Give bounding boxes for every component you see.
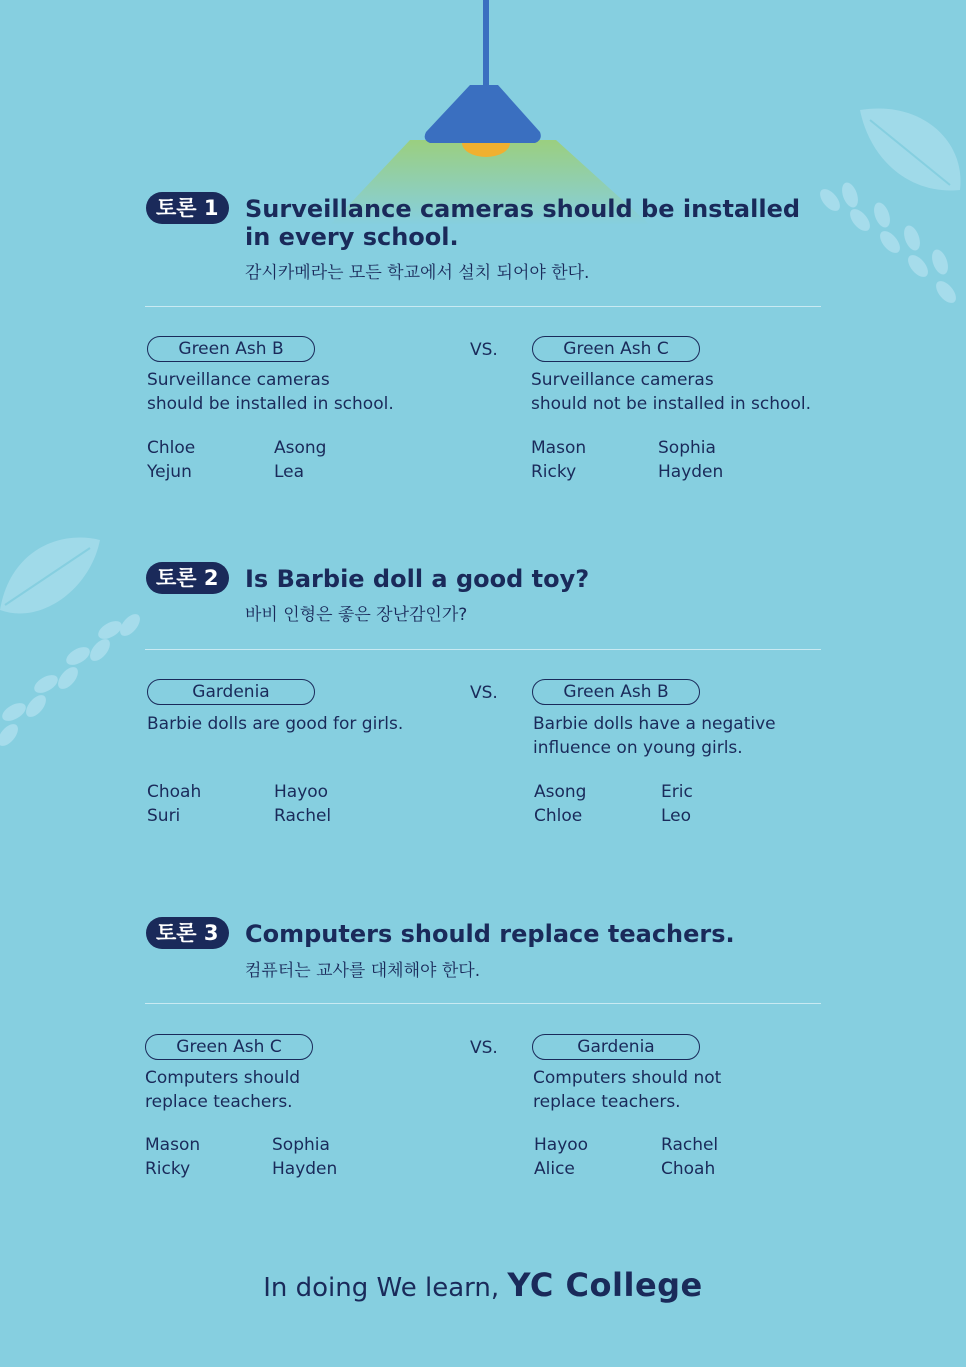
topic-badge: 토론 1 <box>146 192 229 224</box>
section-divider <box>145 1003 821 1004</box>
stance-right: Surveillance cameras should not be installed in school. <box>531 370 811 414</box>
footer <box>0 1266 966 1304</box>
stance-right: Computers should not replace teachers. <box>533 1068 722 1112</box>
team-pill-left: Gardenia <box>147 679 315 705</box>
members-left-col1: Mason Ricky <box>145 1135 201 1179</box>
section-divider <box>145 306 821 307</box>
leaf-decoration-left <box>0 530 160 750</box>
members-right-col1: Asong Chloe <box>534 782 587 826</box>
footer-brand: YC College <box>507 1266 703 1304</box>
topic-title: Is Barbie doll a good toy? <box>245 565 590 593</box>
stance-left: Barbie dolls are good for girls. <box>147 714 404 734</box>
topic-title: Surveillance cameras should be installed in every school. <box>245 195 801 251</box>
footer-tagline: In doing We learn, <box>263 1273 500 1303</box>
topic-subtitle-korean: 컴퓨터는 교사를 대체해야 한다. <box>245 961 481 981</box>
team-pill-left: Green Ash C <box>145 1034 313 1060</box>
topic-badge: 토론 2 <box>146 562 229 594</box>
stance-left: Surveillance cameras should be installed in school. <box>147 370 394 414</box>
topic-subtitle-korean: 감시카메라는 모든 학교에서 설치 되어야 한다. <box>245 263 590 283</box>
versus-label: VS. <box>470 683 498 703</box>
topic-badge: 토론 3 <box>146 917 229 949</box>
members-right-col2: Rachel Choah <box>661 1135 719 1179</box>
members-right-col2: Eric Leo <box>661 782 693 826</box>
members-left-col2: Asong Lea <box>274 438 327 482</box>
stance-left: Computers should replace teachers. <box>145 1068 301 1112</box>
section-divider <box>145 649 821 650</box>
members-right-col2: Sophia Hayden <box>658 438 724 482</box>
members-left-col2: Hayoo Rachel <box>274 782 332 826</box>
members-left-col2: Sophia Hayden <box>272 1135 338 1179</box>
members-right-col1: Hayoo Alice <box>534 1135 589 1179</box>
team-pill-right: Gardenia <box>532 1034 700 1060</box>
team-pill-left: Green Ash B <box>147 336 315 362</box>
team-pill-right: Green Ash C <box>532 336 700 362</box>
versus-label: VS. <box>470 340 498 360</box>
versus-label: VS. <box>470 1038 498 1058</box>
stance-right: Barbie dolls have a negative influence on young girls. <box>533 714 776 758</box>
members-right-col1: Mason Ricky <box>531 438 587 482</box>
members-left-col1: Choah Suri <box>147 782 202 826</box>
topic-title: Computers should replace teachers. <box>245 920 735 948</box>
members-left-col1: Chloe Yejun <box>147 438 196 482</box>
topic-subtitle-korean: 바비 인형은 좋은 장난감인가? <box>245 605 468 625</box>
team-pill-right: Green Ash B <box>532 679 700 705</box>
